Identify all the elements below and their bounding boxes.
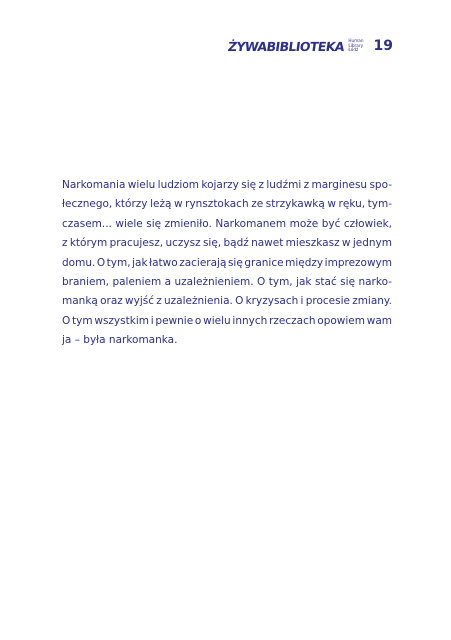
text-line: Narkomania wielu ludziom kojarzy się z ludźmi z marginesu spo- [62, 179, 392, 191]
text-line: łecznego, którzy leżą w rynsztokach ze strzykawką w ręku, tym- [62, 198, 392, 211]
body-paragraph [62, 176, 392, 351]
logo-subtitle [348, 39, 363, 53]
text-line: z którym pracujesz, uczysz się, bądź nawet mieszkasz w jednym [62, 237, 392, 250]
zywa-biblioteka-logo [228, 39, 363, 54]
text-line: O tym wszystkim i pewnie o wielu innych rzeczach opowiem wam [62, 314, 392, 327]
page-header [228, 38, 393, 54]
text-line: domu. O tym, jak łatwo zacierają się granice między imprezowym [62, 256, 392, 269]
logo-subtitle-line: Library [348, 42, 364, 48]
text-line: manką oraz wyjść z uzależnienia. O kryzysach i procesie zmiany. [62, 295, 392, 308]
text-line: ja – była narkomanka. [62, 334, 178, 347]
logo-subtitle-line: Human [348, 38, 364, 44]
logo-subtitle-line: Łódź [348, 47, 359, 53]
text-line: czasem... wiele się zmieniło. Narkomanem może być człowiek, [62, 217, 392, 230]
page-number: 19 [373, 38, 393, 54]
logo-wordmark: ŻYWABIBLIOTEKA [227, 38, 346, 54]
text-line: braniem, paleniem a uzależnieniem. O tym, jak stać się narko- [62, 276, 392, 289]
